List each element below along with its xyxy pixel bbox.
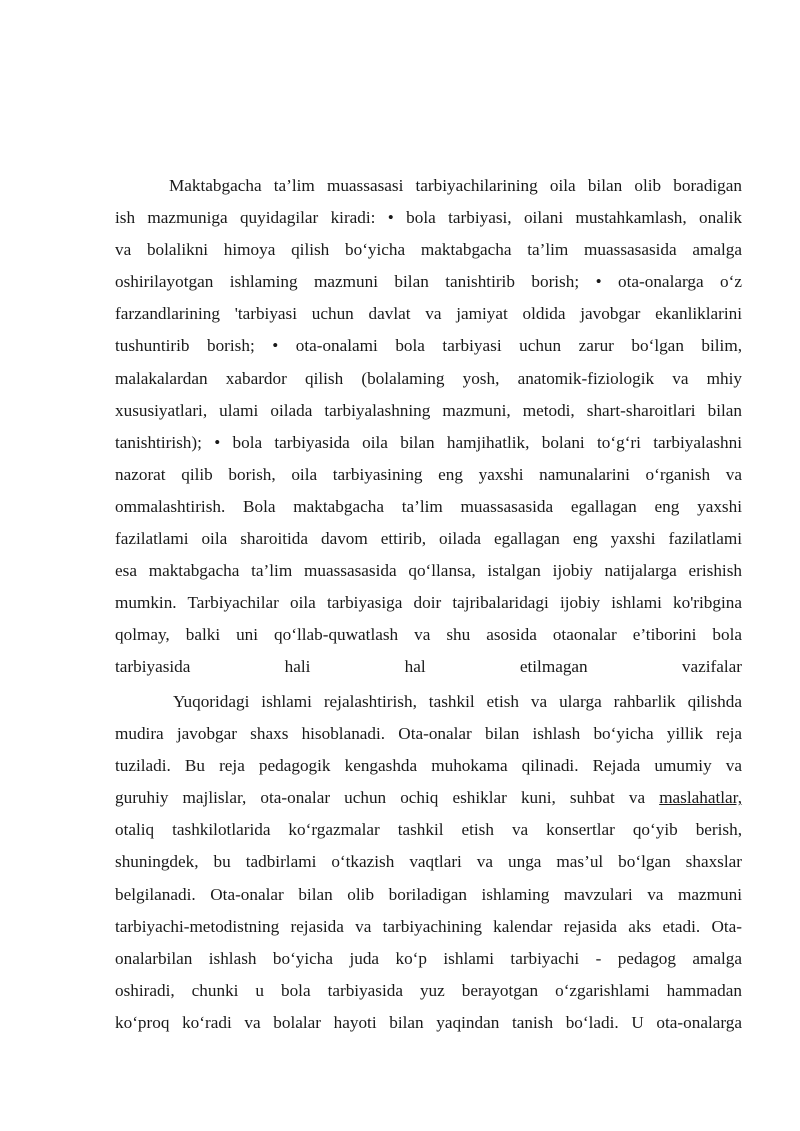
text-line: ommalashtirish. Bola maktabgacha ta’lim muassasasida egallagan eng yaxshi <box>115 496 742 516</box>
text-line: tarbiyasida hali hal etilmagan vazifalar <box>115 657 742 677</box>
text-line: fazilatlami oila sharoitida davom ettirib, oilada egallagan eng yaxshi fazilatlami <box>115 529 742 549</box>
text-line: tanishtirish); • bola tarbiyasida oila bilan hamjihatlik, bolani to‘g‘ri tarbiyalashni <box>115 432 742 452</box>
text-line: va bolalikni himoya qilish bo‘yicha maktabgacha ta’lim muassasasida amalga <box>115 240 742 260</box>
text-line: esa maktabgacha ta’lim muassasasida qo‘llansa, istalgan ijobiy natijalarga erishish <box>115 561 742 581</box>
text-line-with-link <box>115 782 742 814</box>
text-line: shuningdek, bu tadbirlami o‘tkazish vaqtlari va unga mas’ul bo‘lgan shaxslar <box>115 852 742 872</box>
text-line: xususiyatlari, ulami oilada tarbiyalashning mazmuni, metodi, shart-sharoitlari bilan <box>115 400 742 420</box>
text-line: mumkin. Tarbiyachilar oila tarbiyasiga doir tajribalaridagi ijobiy ishlami ko'ribgina <box>115 593 742 613</box>
text-line: belgilanadi. Ota-onalar bilan olib boriladigan ishlaming mavzulari va mazmuni <box>115 884 742 904</box>
paragraph-1 <box>115 170 742 684</box>
text-line: otaliq tashkilotlarida ko‘rgazmalar tashkil etish va konsertlar qo‘yib berish, <box>115 820 742 840</box>
text-line: Yuqoridagi ishlami rejalashtirish, tashkil etish va ularga rahbarlik qilishda <box>173 692 742 711</box>
text-line: onalarbilan ishlash bo‘yicha juda ko‘p ishlami tarbiyachi - pedagog amalga <box>115 948 742 968</box>
text-line: farzandlarining 'tarbiyasi uchun davlat va jamiyat oldida javobgar ekanliklarini <box>115 304 742 324</box>
text-line: mudira javobgar shaxs hisoblanadi. Ota-onalar bilan ishlash bo‘yicha yillik reja <box>115 724 742 744</box>
text-line: Maktabgacha ta’lim muassasasi tarbiyachilarining oila bilan olib boradigan <box>169 176 742 195</box>
paragraph-2 <box>115 686 742 1039</box>
underlined-word: maslahatlar, <box>659 788 743 808</box>
text-fragment: guruhiy majlislar, ota-onalar uchun ochiq eshiklar kuni, suhbat va <box>115 788 646 808</box>
text-line: ish mazmuniga quyidagilar kiradi: • bola tarbiyasi, oilani mustahkamlash, onalik <box>115 208 742 228</box>
text-line: tarbiyachi-metodistning rejasida va tarbiyachining kalendar rejasida aks etadi. Ota- <box>115 916 742 936</box>
text-line: nazorat qilib borish, oila tarbiyasining eng yaxshi namunalarini o‘rganish va <box>115 464 742 484</box>
text-line: tuziladi. Bu reja pedagogik kengashda muhokama qilinadi. Rejada umumiy va <box>115 756 742 776</box>
text-line: tushuntirib borish; • ota-onalami bola tarbiyasi uchun zarur bo‘lgan bilim, <box>115 336 742 356</box>
text-line: oshiradi, chunki u bola tarbiyasida yuz berayotgan o‘zgarishlami hammadan <box>115 980 742 1000</box>
text-line: ko‘proq ko‘radi va bolalar hayoti bilan yaqindan tanish bo‘ladi. U ota-onalarga <box>115 1012 742 1032</box>
text-line: malakalardan xabardor qilish (bolalaming yosh, anatomik-fiziologik va mhiy <box>115 368 742 388</box>
text-line: oshirilayotgan ishlaming mazmuni bilan tanishtirib borish; • ota-onalarga o‘z <box>115 272 742 292</box>
text-line: qolmay, balki uni qo‘llab-quwatlash va shu asosida otaonalar e’tiborini bola <box>115 625 742 645</box>
